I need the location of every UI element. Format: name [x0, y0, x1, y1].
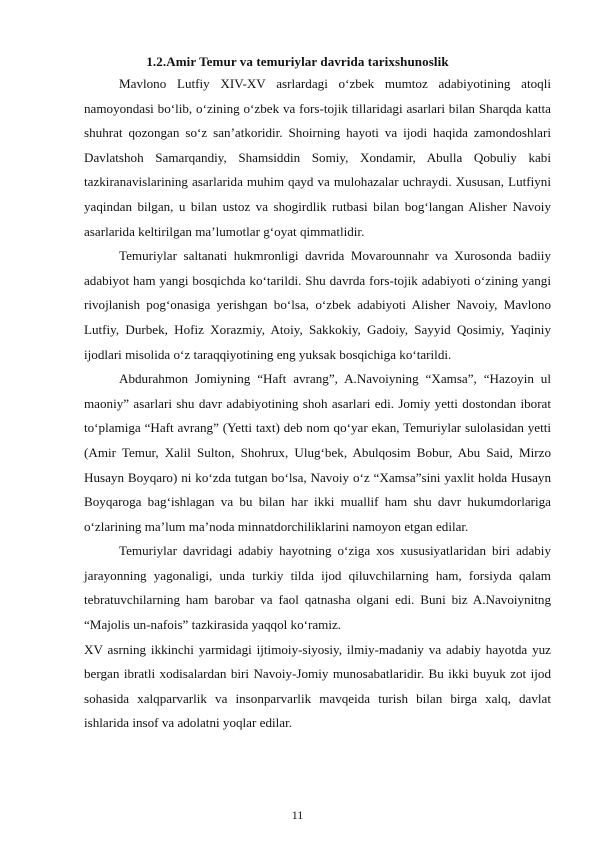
paragraph-xv-asr: XV asrning ikkinchi yarmidagi ijtimoiy-siyosiy, ilmiy-madaniy va adabiy hayotda yuz bergan ibratli xodisalardan biri Navoiy-Jomiy munosabatlaridir. Bu ikki buyuk zot ijod sohasida xalqparvarlik va insonparvarlik mavqeida turish bilan birga xalq, davlat ishlarida insof va adolatni yoqlar edilar.	[84, 641, 551, 731]
paragraph-adabiy-hayot: Temuriylar davridagi adabiy hayotning o‘ziga xos xususiyatlaridan biri adabiy jarayonning yagonaligi, unda turkiy tilda ijod qiluvchilarning ham, forsiyda qalam tebratuvchilarning ham barobar va faol qatnasha olgani edi. Buni biz A.Navoiynitng “Majolis un-nafois” tazkirasida yaqqol ko‘ramiz.	[84, 543, 551, 633]
page-number: 11	[291, 808, 304, 822]
paragraph-jomiy-navoiy: Abdurahmon Jomiyning “Haft avrang”, A.Navoiyning “Xamsa”, “Hazoyin ul maoniy” asarlari shu davr adabiyotining shoh asarlari edi. Jomiy yetti dostondan iborat to‘plamiga “Haft avrang” (Yetti taxt) deb nom qo‘yar ekan, Temuriylar sulolasidan yetti (Amir Temur, Xalil Sulton, Shohrux, Ulug‘bek, Abulqosim Bobur, Abu Said, Mirzo Husayn Boyqaro) ni ko‘zda tutgan bo‘lsa, Navoiy o‘z “Xamsa”sini yaxlit holda Husayn Boyqaroga bag‘ishlagan va bu bilan har ikki muallif ham shu davr hukumdorlariga o‘zlarining ma’lum ma’noda minnatdorchiliklarini namoyon etgan edilar.	[84, 371, 551, 534]
paragraph-lutfiy: Mavlono Lutfiy XIV-XV asrlardagi o‘zbek mumtoz adabiyotining atoqli namoyondasi bo‘lib, o‘zining o‘zbek va fors-tojik tillaridagi asarlari bilan Sharqda katta shuhrat qozongan so‘z san’atkoridir. Shoirning hayoti va ijodi haqida zamondoshlari Davlatshoh Samarqandiy, Shamsiddin Somiy, Xondamir, Abulla Qobuliy kabi tazkiranavislarining asarlarida muhim qayd va mulohazalar uchraydi. Xususan, Lutfiyni yaqindan bilgan, u bilan ustoz va shogirdlik rutbasi bilan bog‘langan Alisher Navoiy asarlarida keltirilgan ma’lumotlar g‘oyat qimmatlidir.	[84, 76, 551, 239]
paragraph-temuriylar-adabiyot: Temuriylar saltanati hukmronligi davrida Movarounnahr va Xurosonda badiiy adabiyot ham yangi bosqichda ko‘tarildi. Shu davrda fors-tojik adabiyoti o‘zining yangi rivojlanish pog‘onasiga yerishgan bo‘lsa, o‘zbek adabiyoti Alisher Navoiy, Mavlono Lutfiy, Durbek, Hofiz Xorazmiy, Atoiy, Sakkokiy, Gadoiy, Sayyid Qosimiy, Yaqiniy ijodlari misolida o‘z taraqqiyotining eng yuksak bosqichiga ko‘tarildi.	[84, 248, 551, 362]
section-title: 1.2.Amir Temur va temuriylar davrida tarixshunoslik	[146, 54, 449, 69]
body-text	[84, 72, 551, 736]
